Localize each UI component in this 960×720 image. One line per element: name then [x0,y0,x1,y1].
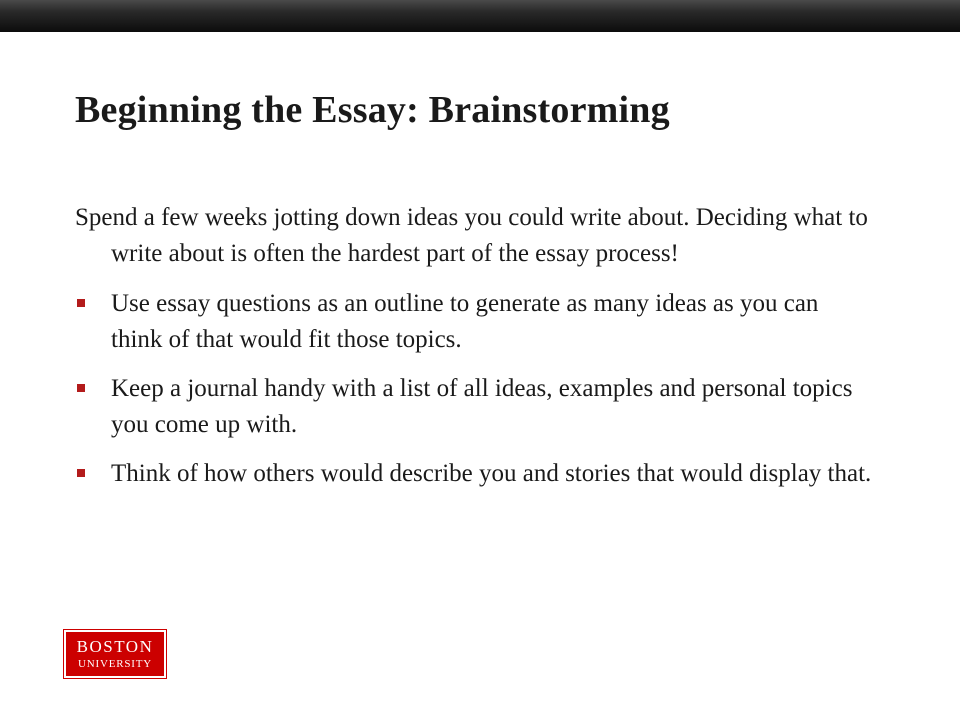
boston-university-logo [64,630,166,678]
bullet-item [75,456,875,492]
bullet-text: Think of how others would describe you and stories that would display that. [111,460,872,487]
bullet-text: Use essay questions as an outline to generate as many ideas as you can think of that would fit those topics. [111,290,819,353]
bullet-item [75,286,875,358]
bullet-list [75,286,875,492]
square-bullet-icon [77,384,85,392]
bullet-item [75,371,875,443]
bullet-text: Keep a journal handy with a list of all ideas, examples and personal topics you come up with. [111,375,853,438]
logo-text-university: UNIVERSITY [78,657,152,670]
square-bullet-icon [77,469,85,477]
top-header-bar [0,0,960,32]
slide-title: Beginning the Essay: Brainstorming [75,89,670,131]
square-bullet-icon [77,299,85,307]
intro-paragraph: Spend a few weeks jotting down ideas you could write about. Deciding what to write about is often the hardest part of the essay process! [75,204,868,267]
logo-text-boston: BOSTON [76,636,154,656]
slide-body [75,200,875,505]
